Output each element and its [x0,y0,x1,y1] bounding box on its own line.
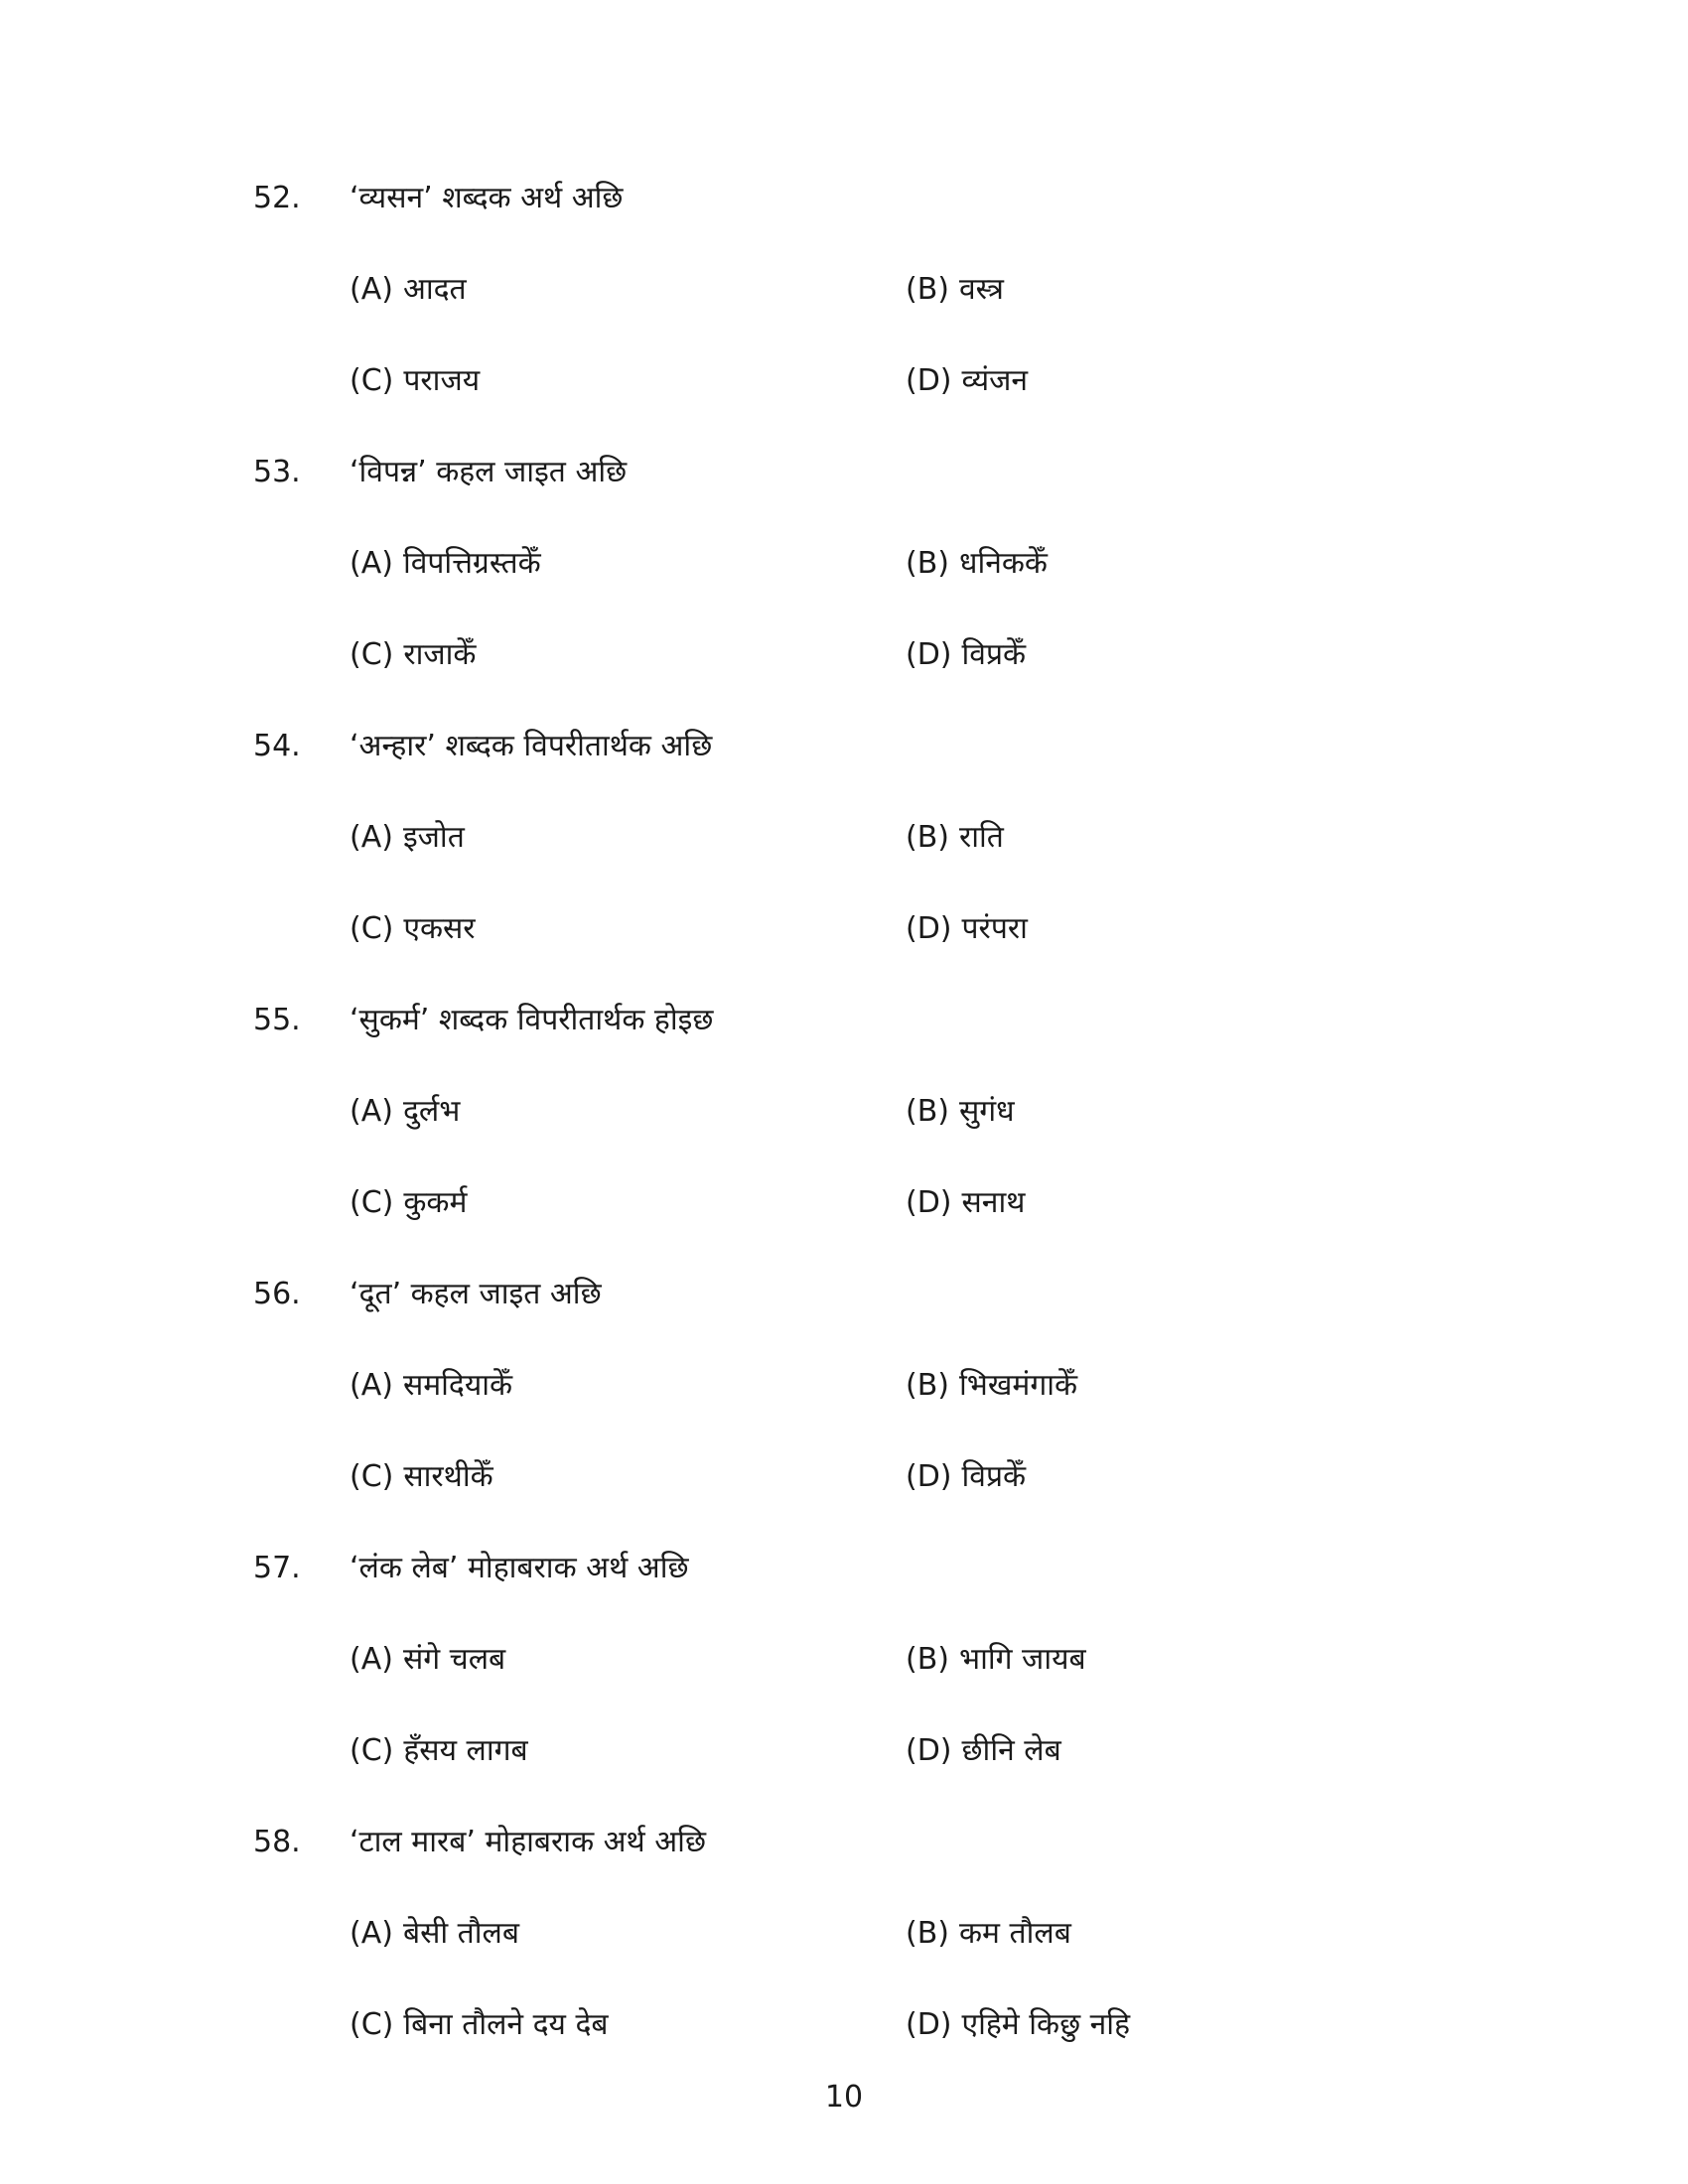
option-label: (B) [906,272,949,307]
question-text: ‘अन्हार’ शब्दक विपरीतार्थक अछि [350,729,713,763]
option-c [253,2007,906,2043]
option-text: व्यंजन [961,363,1029,398]
question-number: 57. [253,1551,301,1585]
option-d [906,637,1569,673]
option-text: इजोत [402,820,465,855]
option-label: (B) [906,820,949,855]
option-d [906,363,1569,399]
option-label: (D) [906,1733,952,1768]
question-57 [253,1551,1569,1769]
question-text: ‘टाल मारब’ मोहाबराक अर्थ अछि [350,1825,706,1859]
option-text: सारथीकेँ [403,1459,493,1494]
option-text: राजाकेँ [403,637,477,672]
option-b [906,820,1569,856]
option-label: (D) [906,1459,952,1494]
option-text: विपत्तिग्रस्तकेँ [402,546,541,581]
option-c [253,1459,906,1495]
option-text: विप्रकेँ [961,637,1027,672]
option-label: (A) [350,272,393,307]
option-label: (A) [350,1094,393,1129]
option-label: (A) [350,820,393,855]
option-text: भागि जायब [959,1642,1086,1677]
option-d [906,1185,1569,1221]
option-label: (B) [906,1642,949,1677]
option-b [906,1368,1569,1404]
option-label: (C) [350,637,394,672]
option-a [253,1642,906,1678]
option-text: आदत [402,272,467,307]
option-text: बिना तौलने दय देब [403,2007,609,2042]
option-a [253,272,906,308]
option-b [906,546,1569,582]
option-label: (A) [350,1916,393,1951]
option-c [253,1185,906,1221]
option-label: (C) [350,2007,394,2042]
option-c [253,911,906,947]
option-text: छीनि लेब [961,1733,1061,1768]
question-number: 54. [253,729,301,763]
question-text: ‘दूत’ कहल जाइत अछि [350,1277,602,1311]
option-text: हँसय लागब [403,1733,528,1768]
option-d [906,1459,1569,1495]
question-number: 58. [253,1825,301,1859]
option-text: वस्त्र [959,272,1004,307]
option-text: कुकर्म [403,1185,468,1220]
option-label: (D) [906,911,952,946]
option-a [253,546,906,582]
option-d [906,2007,1569,2043]
question-number: 52. [253,181,301,215]
option-label: (C) [350,1459,394,1494]
option-label: (B) [906,1916,949,1951]
page-number: 10 [824,2080,864,2115]
option-d [906,1733,1569,1769]
option-label: (B) [906,1094,949,1129]
question-text: ‘व्यसन’ शब्दक अर्थ अछि [350,181,624,215]
option-text: पराजय [403,363,481,398]
option-label: (D) [906,363,952,398]
option-text: धनिककेँ [959,546,1048,581]
option-c [253,637,906,673]
question-text: ‘लंक लेब’ मोहाबराक अर्थ अछि [350,1551,689,1585]
option-text: बेसी तौलब [402,1916,519,1951]
option-text: कम तौलब [959,1916,1071,1951]
option-b [906,272,1569,308]
option-label: (A) [350,1642,393,1677]
option-text: एकसर [403,911,476,946]
option-label: (C) [350,1185,394,1220]
question-54 [253,729,1569,947]
option-label: (D) [906,1185,952,1220]
option-label: (B) [906,1368,949,1403]
question-number: 56. [253,1277,301,1311]
option-b [906,1094,1569,1130]
option-label: (D) [906,2007,952,2042]
question-52 [253,181,1569,399]
option-text: समदियाकेँ [402,1368,513,1403]
question-53 [253,455,1569,673]
option-label: (A) [350,1368,393,1403]
question-number: 53. [253,455,301,489]
option-a [253,1916,906,1952]
option-d [906,911,1569,947]
option-c [253,1733,906,1769]
option-text: दुर्लभ [402,1094,461,1129]
option-label: (C) [350,363,394,398]
option-c [253,363,906,399]
option-label: (D) [906,637,952,672]
option-a [253,1094,906,1130]
option-label: (C) [350,911,394,946]
option-a [253,1368,906,1404]
option-text: एहिमे किछु नहि [961,2007,1131,2042]
question-number: 55. [253,1003,301,1037]
option-label: (C) [350,1733,394,1768]
option-label: (B) [906,546,949,581]
option-text: संगे चलब [402,1642,506,1677]
option-b [906,1642,1569,1678]
option-a [253,820,906,856]
option-text: परंपरा [961,911,1028,946]
option-text: भिखमंगाकेँ [959,1368,1078,1403]
option-label: (A) [350,546,393,581]
question-text: ‘सुकर्म’ शब्दक विपरीतार्थक होइछ [350,1003,714,1037]
question-55 [253,1003,1569,1221]
question-text: ‘विपन्न’ कहल जाइत अछि [350,455,628,489]
option-text: सनाथ [961,1185,1026,1220]
option-text: विप्रकेँ [961,1459,1027,1494]
question-58 [253,1825,1569,2043]
option-b [906,1916,1569,1952]
option-text: राति [959,820,1004,855]
option-text: सुगंध [959,1094,1015,1129]
question-56 [253,1277,1569,1495]
